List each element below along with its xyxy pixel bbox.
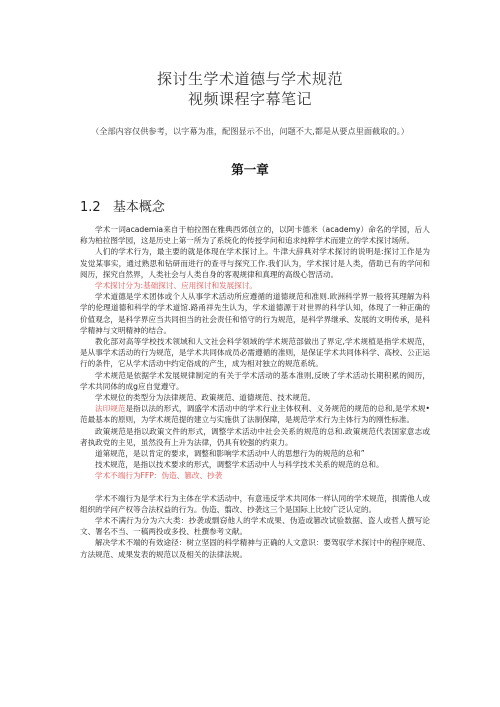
paragraph: 政策规范是指以政策文件的形式，调整学术活动中社会关系的规范的总和.政策规范代表国家意志或者执政党的主见，虽然没有上升为法律，仍具有较强的约束力。 [80,426,430,447]
section-title: 基本概念 [112,200,165,215]
paragraph: 技术规范，是指以技术要求的形式，调整学术活动中人与科学技术关系的规范的总和。 [95,460,384,470]
doc-note: （全部内容仅供参考，以字幕为准，配图显示不出，问题不大,都是从要点里面截取的。） [91,126,409,136]
paragraph: 学术道德是学术团体或个人从事学术活动所应遵循的道德规范和准则.欧洲科学界一般将其理解为科学的伦理道德和科学的学术道馆.路甬祥先生认为，学术道德源于对世界的科学认知，体现了一种正确的价值观念，是科学界应当共同担当的社会责任和悟守的行为规范，是科学界继承、发展的文明传承，是科学精神与文明精神的结合。 [80,292,430,335]
paragraph: 人们的学术行为，最主要的就是体现在学术探讨上。牛津大辞典对学术探讨的说明是:探讨工作是为发觉某事实，通过熟思和钻研而进行的查寻与探究工作.我们认为，学术探讨是人类，借助已有的学问和阅历，探究自然界，人类社会与人类自身的客观规律和真理的高级心智活动。 [80,247,430,279]
doc-title-line-1: 探讨生学术道德与学术规范 [156,70,343,88]
paragraph: 学术一词academia来自于柏拉图在雅典西郊创立的，以阿卡德米（academy）命名的学园，后人称为柏拉图学园，这是历史上第一所为了系统化的传授学问和追求纯粹学术而建立的学术探讨场所。 [80,225,430,246]
section-heading [80,196,165,215]
section-number: 1.2 [80,200,101,215]
paragraph: 学术探讨分为:基础探讨、应用探讨和发展探讨。 [95,281,258,291]
paragraph: 学术规位的类型分为法律规范、政策规范、道德规范、技术规范。 [95,393,316,403]
paragraph: 教化部对高等学校技术领域和人文社会科学领域的学术规范部做出了界定,学术规植是指学术规范，是从事学术活动的行为规范，是学术共同体成员必需遵循的准则，是保证学术共同体科学、高校、公正运行的条件，它从学术活动中约定俗成的产生，成为相对独立的规范系统。 [80,337,430,369]
paragraph: 学术不满行为分为六大类：抄袭或剽窃他人的学术成果、伪造或篡改试验数据、盗人或哲人撰写论文、署名不当、一稿两投或多投、杜撰参考文献。 [80,516,430,537]
paragraph: 学术不端行为是学术行为主体在学术活动中，有意违反学术共同体一样认同的学术规范，损需他人或组织的学问产权等合法权益的行为。伪造、翦改、抄袭这三个是国际上比较广泛认定的。 [80,493,430,514]
paragraph: 解决学术不端的有效途径：树立坚固的科学精神与正确的人文意识：要驾驭学术探讨中的程序规范、方法规范、成果发表的规范以及相关的法律法规。 [80,538,430,559]
doc-body [80,224,430,560]
paragraph: 学术不端行为FFP：伪造、篡改、抄袭 [95,471,223,481]
paragraph: 法印规范是指以法的形式，调盛学术活动中的学术行业主体权利、义务规范的规范的总和,是学术规•范最基本的原则，为学术规范提的建立与实施供了法制保障，是规范学术行为主体行为的刚性标准。 [80,404,431,425]
doc-title-line-2: 视频课程字幕笔记 [187,90,312,108]
paragraph: 学术规范是依据学术发展规律制定的有关于学术活动的基本准则,反映了学术活动长期积累的阅历，学术共同体的成g应自觉遵守。 [80,370,430,391]
paragraph: 道第规范，是以肯定的要求，调整和影响学术活动中人的思想行为的规范的总和” [95,449,365,459]
chapter-heading: 第一章 [231,162,269,177]
